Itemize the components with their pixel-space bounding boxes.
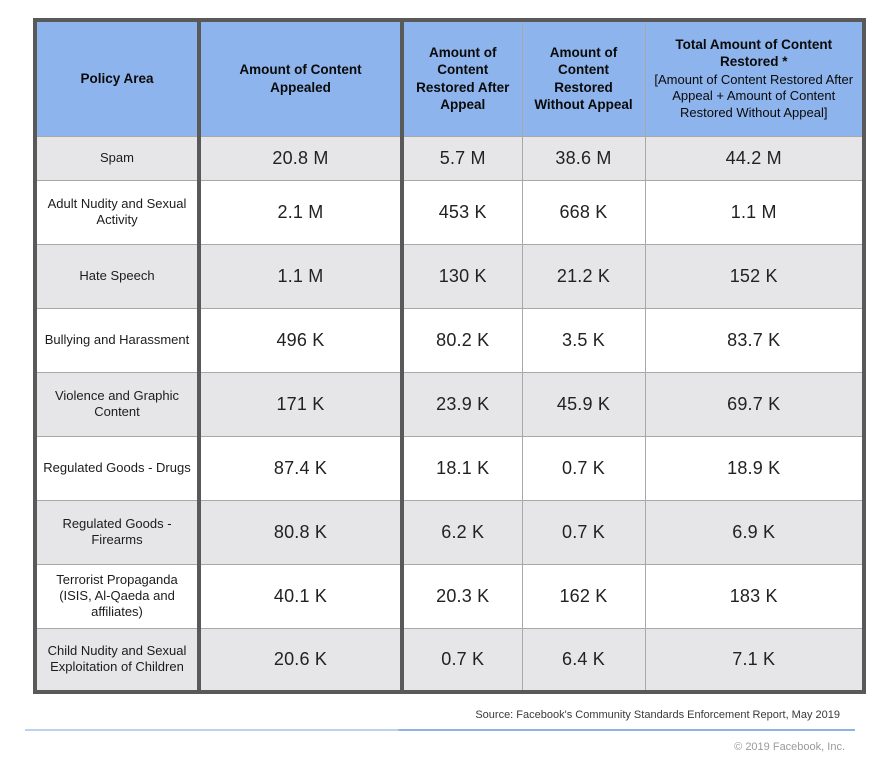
restored-after-cell: 20.3 K [402, 564, 522, 628]
appealed-cell: 87.4 K [199, 436, 402, 500]
appealed-cell: 496 K [199, 308, 402, 372]
total-cell: 152 K [645, 244, 864, 308]
total-cell: 18.9 K [645, 436, 864, 500]
content-appeals-table-wrap [33, 18, 866, 694]
copyright-notice: © 2019 Facebook, Inc. [734, 741, 845, 753]
restored-without-cell: 6.4 K [522, 628, 645, 692]
total-cell: 7.1 K [645, 628, 864, 692]
restored-after-cell: 18.1 K [402, 436, 522, 500]
policy-cell: Hate Speech [35, 244, 199, 308]
restored-without-cell: 0.7 K [522, 500, 645, 564]
restored-without-cell: 162 K [522, 564, 645, 628]
policy-cell: Violence and Graphic Content [35, 372, 199, 436]
header-cell-appealed: Amount of Content Appealed [199, 20, 402, 136]
restored-without-cell: 45.9 K [522, 372, 645, 436]
source-attribution: Source: Facebook's Community Standards Enforcement Report, May 2019 [475, 709, 840, 721]
table-row [35, 372, 864, 436]
table-row [35, 136, 864, 180]
appealed-cell: 171 K [199, 372, 402, 436]
restored-after-cell: 130 K [402, 244, 522, 308]
policy-cell: Regulated Goods - Firearms [35, 500, 199, 564]
total-cell: 69.7 K [645, 372, 864, 436]
total-cell: 44.2 M [645, 136, 864, 180]
restored-without-cell: 38.6 M [522, 136, 645, 180]
restored-after-cell: 5.7 M [402, 136, 522, 180]
policy-cell: Adult Nudity and Sexual Activity [35, 180, 199, 244]
footer-divider-line [25, 729, 855, 731]
header-cell-restored-without: Amount of Content Restored Without Appeal [522, 20, 645, 136]
restored-after-cell: 23.9 K [402, 372, 522, 436]
policy-cell: Terrorist Propaganda (ISIS, Al-Qaeda and affiliates) [35, 564, 199, 628]
appealed-cell: 20.8 M [199, 136, 402, 180]
appealed-cell: 40.1 K [199, 564, 402, 628]
restored-after-cell: 453 K [402, 180, 522, 244]
restored-without-cell: 21.2 K [522, 244, 645, 308]
policy-cell: Child Nudity and Sexual Exploitation of Children [35, 628, 199, 692]
restored-without-cell: 0.7 K [522, 436, 645, 500]
total-cell: 83.7 K [645, 308, 864, 372]
appealed-cell: 80.8 K [199, 500, 402, 564]
restored-after-cell: 0.7 K [402, 628, 522, 692]
header-cell-total-restored [645, 20, 864, 136]
header-total-title: Total Amount of Content Restored * [675, 36, 833, 70]
total-cell: 1.1 M [645, 180, 864, 244]
policy-cell: Bullying and Harassment [35, 308, 199, 372]
table-row [35, 500, 864, 564]
table-row [35, 628, 864, 692]
table-row [35, 180, 864, 244]
policy-cell: Spam [35, 136, 199, 180]
restored-after-cell: 80.2 K [402, 308, 522, 372]
total-cell: 183 K [645, 564, 864, 628]
policy-cell: Regulated Goods - Drugs [35, 436, 199, 500]
content-appeals-table [33, 18, 866, 694]
header-cell-restored-after: Amount of Content Restored After Appeal [402, 20, 522, 136]
header-total-formula: [Amount of Content Restored After Appeal + Amount of Content Restored Without Appeal] [654, 71, 854, 121]
appealed-cell: 1.1 M [199, 244, 402, 308]
restored-without-cell: 668 K [522, 180, 645, 244]
appealed-cell: 2.1 M [199, 180, 402, 244]
table-row [35, 436, 864, 500]
table-row [35, 244, 864, 308]
restored-after-cell: 6.2 K [402, 500, 522, 564]
table-header-row [35, 20, 864, 136]
restored-without-cell: 3.5 K [522, 308, 645, 372]
appealed-cell: 20.6 K [199, 628, 402, 692]
total-cell: 6.9 K [645, 500, 864, 564]
header-cell-policy-area: Policy Area [35, 20, 199, 136]
table-row [35, 308, 864, 372]
table-row [35, 564, 864, 628]
